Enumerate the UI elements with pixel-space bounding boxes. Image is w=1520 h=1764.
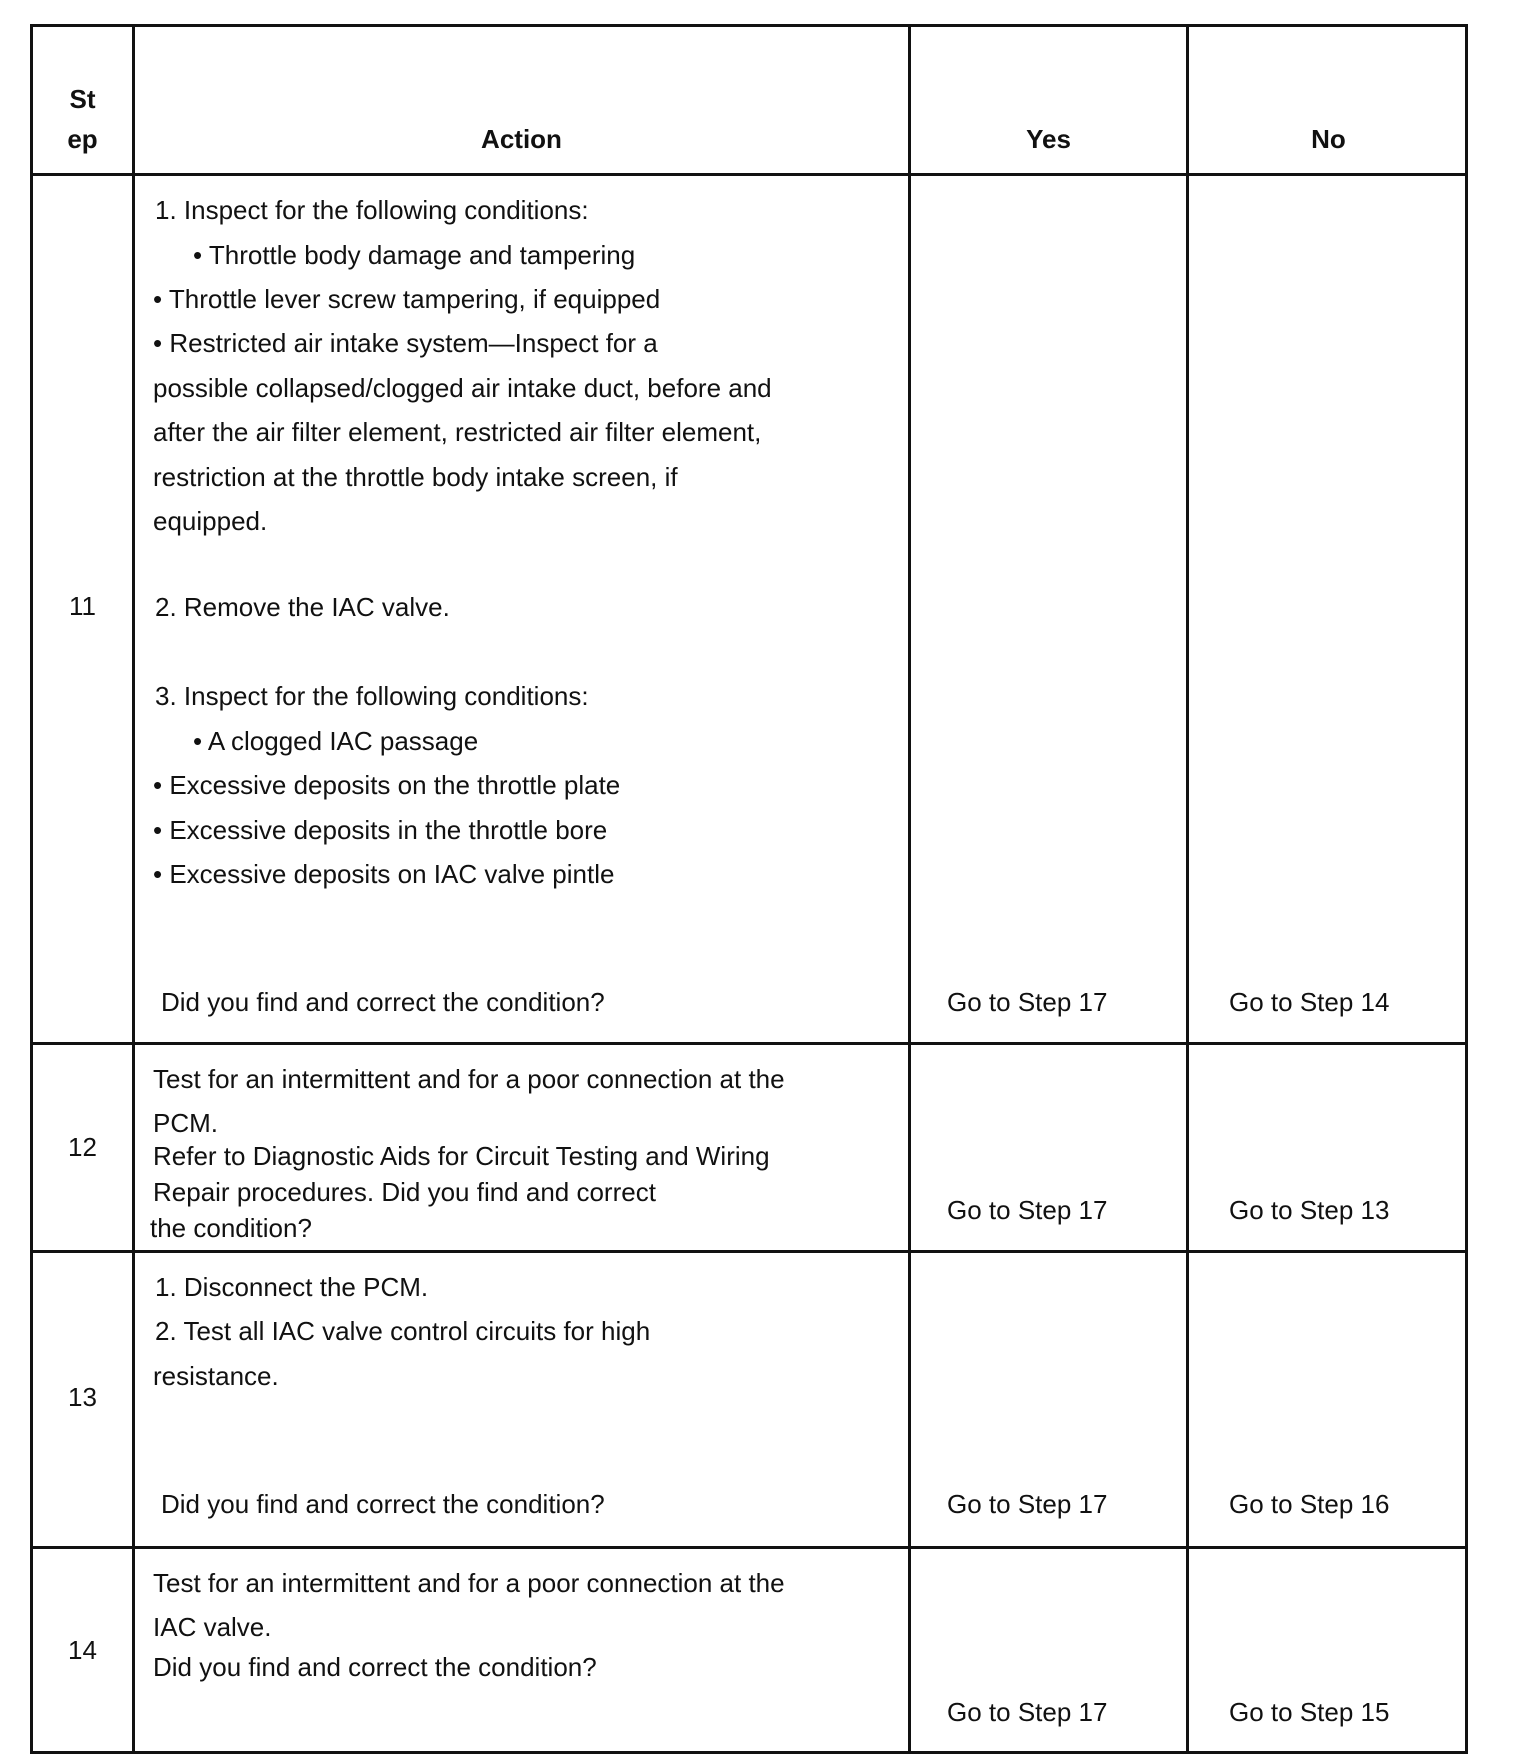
header-step-line1: St: [69, 84, 96, 114]
action-line: • A clogged IAC passage: [193, 726, 479, 756]
header-step-line2: ep: [67, 124, 98, 154]
no-answer: Go to Step 16: [1229, 1489, 1390, 1519]
action-line: 3. Inspect for the following conditions:: [155, 681, 589, 711]
column-divider: [1186, 27, 1189, 1751]
header-no: No: [1311, 124, 1346, 154]
action-line: after the air filter element, restricted air filter element,: [153, 417, 762, 447]
action-line: IAC valve.: [153, 1612, 272, 1642]
yes-answer: Go to Step 17: [947, 1195, 1108, 1225]
step-number: 12: [68, 1132, 97, 1162]
column-divider: [908, 27, 911, 1751]
action-line: 1. Disconnect the PCM.: [155, 1272, 429, 1302]
step-number: 11: [69, 591, 96, 621]
step-number: 14: [68, 1635, 97, 1665]
action-line: • Throttle body damage and tampering: [193, 240, 636, 270]
action-line: 1. Inspect for the following conditions:: [155, 195, 589, 225]
action-line: the condition?: [150, 1213, 312, 1243]
step-number: 13: [68, 1382, 97, 1412]
no-answer: Go to Step 14: [1229, 987, 1390, 1017]
column-divider: [132, 27, 135, 1751]
row-divider: [33, 173, 1465, 176]
question-text: Did you find and correct the condition?: [161, 1489, 605, 1519]
yes-answer: Go to Step 17: [947, 1697, 1108, 1727]
row-divider: [33, 1250, 1465, 1253]
no-answer: Go to Step 15: [1229, 1697, 1390, 1727]
action-line: 2. Test all IAC valve control circuits for high: [155, 1316, 651, 1346]
action-line: Test for an intermittent and for a poor connection at the: [153, 1568, 785, 1598]
yes-answer: Go to Step 17: [947, 987, 1108, 1017]
action-line: • Excessive deposits on the throttle plate: [153, 770, 621, 800]
action-line: resistance.: [153, 1361, 279, 1391]
action-line: Repair procedures. Did you find and correct: [153, 1177, 656, 1207]
yes-answer: Go to Step 17: [947, 1489, 1108, 1519]
diagnostic-table: [30, 24, 1468, 1754]
action-line: • Excessive deposits in the throttle bore: [153, 815, 608, 845]
header-yes: Yes: [1026, 124, 1071, 154]
action-line: Test for an intermittent and for a poor connection at the: [153, 1064, 785, 1094]
row-divider: [33, 1546, 1465, 1549]
action-line: possible collapsed/clogged air intake duct, before and: [153, 373, 772, 403]
action-line: • Restricted air intake system—Inspect for a: [153, 328, 658, 358]
action-line: Refer to Diagnostic Aids for Circuit Testing and Wiring: [153, 1141, 770, 1171]
action-line: Did you find and correct the condition?: [153, 1652, 597, 1682]
action-line: 2. Remove the IAC valve.: [155, 592, 450, 622]
action-line: restriction at the throttle body intake screen, if: [153, 462, 678, 492]
header-action: Action: [481, 124, 562, 154]
question-text: Did you find and correct the condition?: [161, 987, 605, 1017]
action-line: equipped.: [153, 506, 268, 536]
action-line: PCM.: [153, 1108, 218, 1138]
row-divider: [33, 1042, 1465, 1045]
action-line: • Throttle lever screw tampering, if equipped: [153, 284, 661, 314]
action-line: • Excessive deposits on IAC valve pintle: [153, 859, 615, 889]
no-answer: Go to Step 13: [1229, 1195, 1390, 1225]
